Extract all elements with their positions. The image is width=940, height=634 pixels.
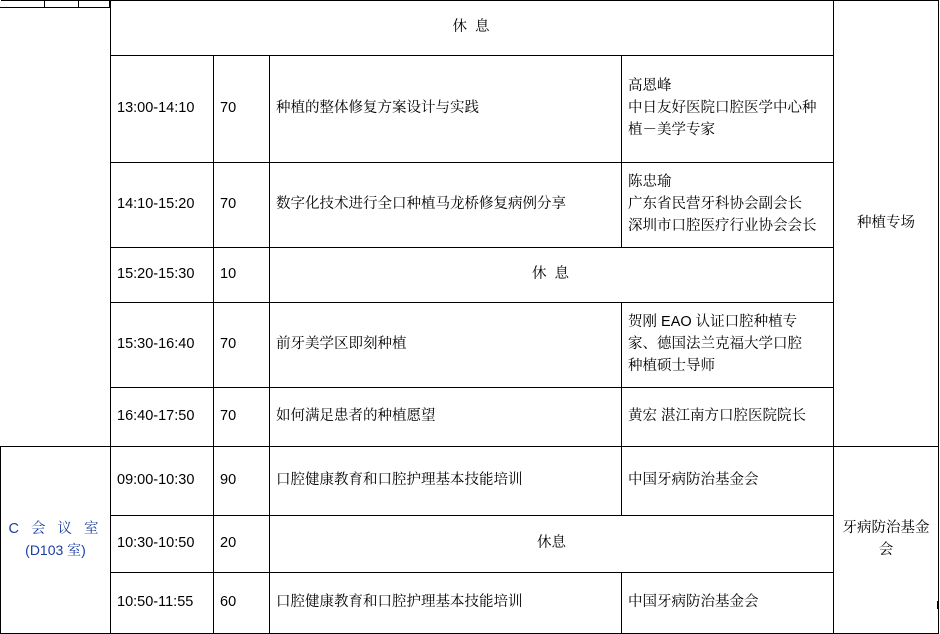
speaker-line: 深圳市口腔医疗行业协会会长 [628,217,817,234]
session-time: 16:40-17:50 [111,388,214,447]
break-time: 15:20-15:30 [111,248,214,303]
table-row [1,56,939,163]
session-speaker [622,447,834,516]
session-duration: 70 [214,388,270,447]
session-time: 13:00-14:10 [111,56,214,163]
speaker-line: 中日友好医院口腔医学中心种 [628,100,817,117]
break-row-label: 休 息 [111,1,834,56]
table-row [1,1,939,56]
session-speaker [622,388,834,447]
break-row-label: 休 息 [270,248,834,303]
session-topic: 如何满足患者的种植愿望 [270,388,622,447]
session-time: 14:10-15:20 [111,163,214,248]
session-speaker [622,163,834,248]
table-row [1,303,939,388]
break-row-label: 休息 [270,516,834,573]
session-topic: 口腔健康教育和口腔护理基本技能培训 [270,447,622,516]
session-topic: 前牙美学区即刻种植 [270,303,622,388]
room-sub-label: (D103 室) [25,542,86,559]
track-cell-implant: 种植专场 [834,1,939,447]
speaker-line: 高恩峰 [628,78,672,95]
table-row [1,447,939,516]
session-topic: 数字化技术进行全口种植马龙桥修复病例分享 [270,163,622,248]
break-duration: 20 [214,516,270,573]
session-speaker [622,303,834,388]
break-duration: 10 [214,248,270,303]
speaker-line: 陈忠瑜 [628,174,672,191]
session-duration: 90 [214,447,270,516]
session-topic: 种植的整体修复方案设计与实践 [270,56,622,163]
table-row [1,388,939,447]
speaker-line: 中国牙病防治基金会 [628,594,759,611]
speaker-line: 家、德国法兰克福大学口腔 [628,336,802,353]
session-time: 15:30-16:40 [111,303,214,388]
session-time: 09:00-10:30 [111,447,214,516]
speaker-line: 贺刚 EAO 认证口腔种植专 [628,314,798,331]
table-bottom-partial-row [0,601,938,609]
session-speaker [622,56,834,163]
speaker-line: 广东省民营牙科协会副会长 [628,196,802,213]
room-cell-empty [1,1,111,447]
room-name-label: C 会 议 室 [8,520,103,537]
session-duration: 70 [214,163,270,248]
session-duration: 60 [214,573,270,634]
session-duration: 70 [214,303,270,388]
session-topic: 口腔健康教育和口腔护理基本技能培训 [270,573,622,634]
speaker-line: 黄宏 湛江南方口腔医院院长 [628,408,807,425]
table-row [1,248,939,303]
speaker-line: 中国牙病防治基金会 [628,472,759,489]
session-time: 10:50-11:55 [111,573,214,634]
speaker-line: 植－美学专家 [628,121,715,138]
break-time: 10:30-10:50 [111,516,214,573]
table-row [1,516,939,573]
speaker-line: 种植硕士导师 [628,357,715,374]
table-row [1,163,939,248]
track-cell-foundation: 牙病防治基金会 [834,447,939,634]
session-duration: 70 [214,56,270,163]
